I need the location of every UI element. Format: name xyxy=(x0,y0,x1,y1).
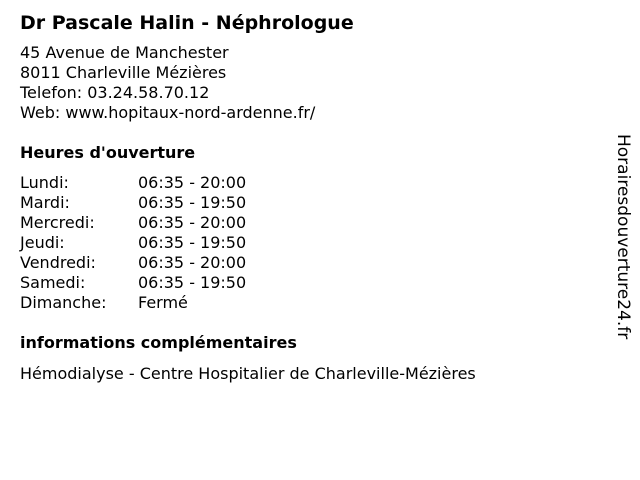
day-label: Mercredi: xyxy=(20,213,95,232)
hours-row-thursday xyxy=(20,233,600,253)
phone-number: Telefon: 03.24.58.70.12 xyxy=(20,83,210,102)
day-label: Samedi: xyxy=(20,273,86,292)
day-label: Dimanche: xyxy=(20,293,107,312)
site-watermark: Horairesdouverture24.fr xyxy=(613,134,633,340)
hours-value: Fermé xyxy=(138,293,188,312)
day-label: Mardi: xyxy=(20,193,70,212)
hours-row-sunday xyxy=(20,293,600,313)
hours-row-tuesday xyxy=(20,193,600,213)
address-city: 8011 Charleville Mézières xyxy=(20,63,227,82)
additional-info-heading: informations complémentaires xyxy=(20,333,297,352)
hours-row-friday xyxy=(20,253,600,273)
hours-value: 06:35 - 20:00 xyxy=(138,253,247,272)
additional-info-text: Hémodialyse - Centre Hospitalier de Charleville-Mézières xyxy=(20,364,476,383)
hours-row-wednesday xyxy=(20,213,600,233)
hours-value: 06:35 - 19:50 xyxy=(138,193,247,212)
hours-row-monday xyxy=(20,173,600,193)
website-link[interactable]: Web: www.hopitaux-nord-ardenne.fr/ xyxy=(20,103,316,122)
opening-hours-table xyxy=(20,173,600,313)
address-block xyxy=(20,43,600,123)
hours-value: 06:35 - 20:00 xyxy=(138,173,247,192)
address-street: 45 Avenue de Manchester xyxy=(20,43,229,62)
opening-hours-heading: Heures d'ouverture xyxy=(20,143,196,162)
hours-row-saturday xyxy=(20,273,600,293)
hours-value: 06:35 - 19:50 xyxy=(138,273,247,292)
day-label: Vendredi: xyxy=(20,253,96,272)
day-label: Lundi: xyxy=(20,173,69,192)
day-label: Jeudi: xyxy=(20,233,65,252)
listing-content xyxy=(20,10,600,384)
page-title: Dr Pascale Halin - Néphrologue xyxy=(20,12,354,34)
hours-value: 06:35 - 19:50 xyxy=(138,233,247,252)
hours-value: 06:35 - 20:00 xyxy=(138,213,247,232)
